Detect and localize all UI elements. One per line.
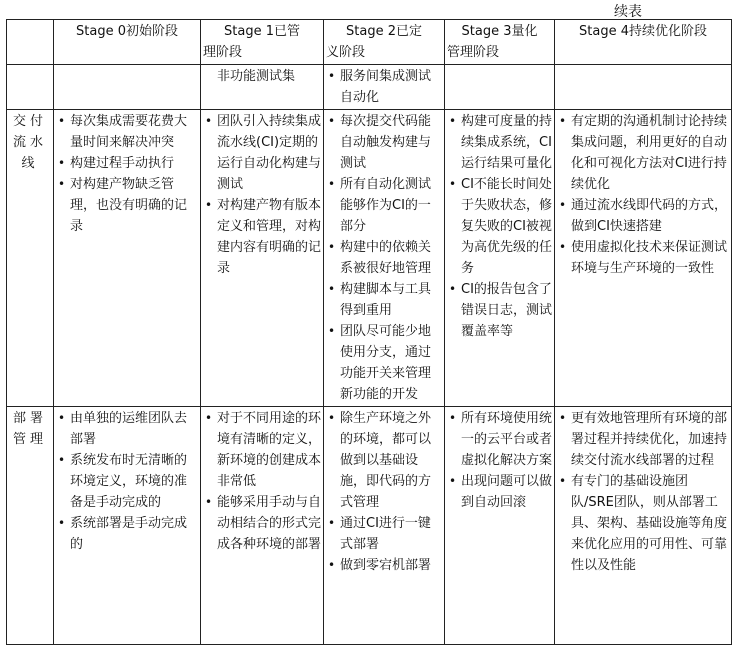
cell-deploy-stage1 — [201, 407, 324, 645]
list-item: • 所有环境使用统一的云平台或者虚拟化解决方案 — [461, 408, 552, 471]
bullet-list — [203, 111, 321, 279]
row-deployment-management — [7, 407, 732, 645]
list-item: • 服务间集成测试自动化 — [340, 66, 442, 108]
cont-stage1-text: 非功能测试集 — [217, 69, 296, 84]
list-item: • 使用虚拟化技术来保证测试环境与生产环境的一致性 — [571, 237, 729, 279]
continuation-row — [7, 65, 732, 110]
list-item: • 做到零宕机部署 — [340, 555, 442, 576]
cell-deploy-stage2 — [324, 407, 445, 645]
list-item: • 每次集成需要花费大量时间来解决冲突 — [70, 111, 198, 153]
cell-delivery-stage3 — [445, 110, 555, 407]
row-name-text: 交付流水线 — [12, 114, 47, 171]
list-item: • 构建中的依赖关系被很好地管理 — [340, 237, 442, 279]
list-item: • 除生产环境之外的环境，都可以做到以基础设施，即代码的方式管理 — [340, 408, 442, 513]
header-stage-2-line2: 义阶段 — [326, 45, 366, 60]
header-row — [7, 20, 732, 65]
bullet-list — [56, 111, 198, 237]
header-corner — [7, 20, 54, 65]
list-item: • 对构建产物有版本定义和管理，对构建内容有明确的记录 — [217, 195, 321, 279]
header-stage-0-line1: Stage 0初始阶段 — [76, 24, 178, 39]
bullet-list — [447, 408, 552, 513]
cont-cell-name — [7, 65, 54, 110]
list-item: • 系统部署是手动完成的 — [70, 513, 198, 555]
cont-cell-stage2 — [324, 65, 445, 110]
cont-cell-stage1 — [201, 65, 324, 110]
cell-delivery-stage0 — [54, 110, 201, 407]
list-item: • 每次提交代码能自动触发构建与测试 — [340, 111, 442, 174]
header-stage-1-line1: Stage 1已管 — [224, 24, 300, 39]
header-stage-2-line1: Stage 2已定 — [346, 24, 422, 39]
list-item: • 团队引入持续集成流水线(CI)定期的运行自动化构建与测试 — [217, 111, 321, 195]
cell-deploy-stage0 — [54, 407, 201, 645]
bullet-list — [326, 408, 442, 576]
list-item: • 有专门的基础设施团队/SRE团队，则从部署工具、架构、基础设施等角度来优化应用的可用性、可靠性以及性能 — [571, 471, 729, 576]
cell-deploy-stage4 — [555, 407, 732, 645]
list-item: • 更有效地管理所有环境的部署过程并持续优化，加速持续交付流水线部署的过程 — [571, 408, 729, 471]
header-stage-4-line1: Stage 4持续优化阶段 — [579, 24, 707, 39]
list-item: • 所有自动化测试能够作为CI的一部分 — [340, 174, 442, 237]
cell-delivery-stage2 — [324, 110, 445, 407]
bullet-list — [326, 111, 442, 405]
list-item: • 能够采用手动与自动相结合的形式完成各种环境的部署 — [217, 492, 321, 555]
row-name-deployment — [7, 407, 54, 645]
list-item: • CI的报告包含了错误日志，测试覆盖率等 — [461, 279, 552, 342]
list-item: • 构建过程手动执行 — [70, 153, 198, 174]
list-item: • 对构建产物缺乏管理，也没有明确的记录 — [70, 174, 198, 237]
list-item: • 构建可度量的持续集成系统，CI运行结果可量化 — [461, 111, 552, 174]
table-caption: 续表 — [614, 4, 642, 20]
list-item: • 团队尽可能少地使用分支，通过功能开关来管理新功能的开发 — [340, 321, 442, 405]
header-stage-3-line2: 管理阶段 — [447, 45, 500, 60]
bullet-list — [557, 111, 729, 279]
header-stage-2 — [324, 20, 445, 65]
list-item: • 系统发布时无清晰的环境定义，环境的准备是手动完成的 — [70, 450, 198, 513]
list-item: • 构建脚本与工具得到重用 — [340, 279, 442, 321]
list-item: • 出现问题可以做到自动回滚 — [461, 471, 552, 513]
maturity-table — [6, 19, 732, 645]
header-stage-1-line2: 理阶段 — [203, 45, 243, 60]
bullet-list — [557, 408, 729, 576]
bullet-list — [56, 408, 198, 555]
cont-stage2-list — [326, 66, 442, 108]
header-stage-3 — [445, 20, 555, 65]
list-item: • 由单独的运维团队去部署 — [70, 408, 198, 450]
cell-deploy-stage3 — [445, 407, 555, 645]
cont-cell-stage0 — [54, 65, 201, 110]
list-item: • 对于不同用途的环境有清晰的定义，新环境的创建成本非常低 — [217, 408, 321, 492]
cell-delivery-stage4 — [555, 110, 732, 407]
list-item: • 通过流水线即代码的方式，做到CI快速搭建 — [571, 195, 729, 237]
cell-delivery-stage1 — [201, 110, 324, 407]
row-delivery-pipeline — [7, 110, 732, 407]
list-item: • CI不能长时间处于失败状态，修复失败的CI被视为高优先级的任务 — [461, 174, 552, 279]
bullet-list — [203, 408, 321, 555]
list-item: • 通过CI进行一键式部署 — [340, 513, 442, 555]
row-name-delivery — [7, 110, 54, 407]
cont-cell-stage3 — [445, 65, 555, 110]
list-item: • 有定期的沟通机制讨论持续集成问题，利用更好的自动化和可视化方法对CI进行持续优化 — [571, 111, 729, 195]
row-name-text: 部署管理 — [12, 411, 47, 447]
header-stage-0 — [54, 20, 201, 65]
cont-cell-stage4 — [555, 65, 732, 110]
header-stage-1 — [201, 20, 324, 65]
header-stage-4 — [555, 20, 732, 65]
bullet-list — [447, 111, 552, 342]
header-stage-3-line1: Stage 3量化 — [461, 24, 538, 39]
